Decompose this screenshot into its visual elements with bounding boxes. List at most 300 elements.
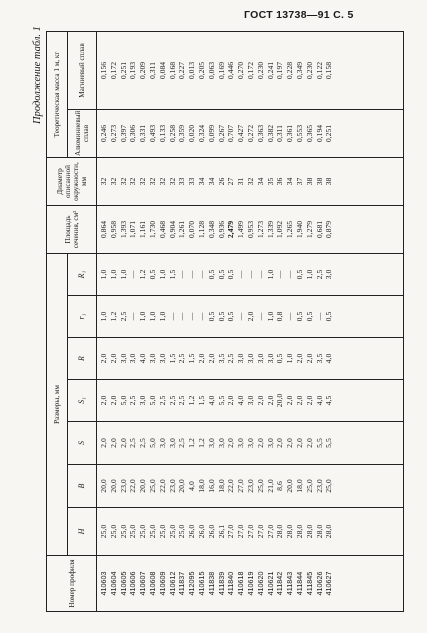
cell-r1-8: — [167,312,177,321]
cell-S-13: 3,0 [216,438,226,448]
table-body-row [97,31,404,611]
cell-alum-17: 0,363 [255,124,265,143]
header-group-mass: Теоретическая масса 1 м, кг [47,31,68,157]
cell-S-19: 2,0 [275,438,285,448]
cell-profile-23: 410626 [314,571,324,596]
header-B: B [68,465,97,508]
cell-R1-7: 1,0 [157,269,167,280]
cell-B-14: 22,0 [226,479,236,493]
cell-H-1: 25,0 [99,524,108,539]
cell-profile-11: 410615 [196,571,206,596]
cell-alum-12: 0,099 [206,124,216,143]
cell-diam-13: 26 [216,177,226,186]
cell-R1-13: 0,5 [216,269,226,280]
continuation-title: Продолжение табл. 1 [32,26,43,124]
cell-R-9: 2,5 [177,353,187,364]
cell-H-14: 27,0 [226,524,236,539]
cell-profile-1: 410603 [99,571,108,596]
cell-r1-23: — [314,312,324,321]
cell-r1-9: — [177,312,187,321]
cell-R-7: 3,0 [157,353,167,364]
column-magnesium [97,31,404,109]
cell-R1-11: — [196,270,206,279]
cell-B-21: 18,0 [294,479,304,493]
cell-alum-18: 0,382 [265,124,275,143]
cell-alum-14: 0,707 [226,124,236,143]
cell-S-4: 2,5 [128,438,138,448]
cell-mag-22: 0,230 [304,61,314,80]
cell-S1-15: 4,0 [236,395,246,406]
cell-R-3: 3,0 [118,353,128,364]
profile-table [46,31,404,612]
cell-H-5: 25,0 [138,524,148,539]
cell-S-23: 5,5 [314,438,324,448]
cell-r1-12: 0,5 [206,311,216,322]
cell-diam-21: 37 [294,177,304,186]
header-R: R [68,338,97,380]
cell-R1-22: 1,0 [304,269,314,280]
cell-R-10: 1,5 [187,353,197,364]
cell-S-1: 2,0 [99,438,108,448]
cell-area-19: 1,092 [275,220,285,239]
cell-H-13: 26,1 [216,524,226,539]
cell-R1-14: 0,5 [226,269,236,280]
cell-area-21: 1,940 [294,220,304,239]
cell-S1-9: 2,5 [177,395,187,406]
cell-H-24: 28,0 [324,524,334,539]
cell-alum-8: 0,258 [167,124,177,143]
cell-mag-3: 0,251 [118,61,128,80]
cell-diam-2: 32 [108,177,118,186]
cell-H-11: 26,0 [196,524,206,539]
cell-area-17: 1,273 [255,220,265,239]
cell-mag-2: 0,172 [108,61,118,80]
cell-S1-4: 2,5 [128,395,138,406]
cell-B-19: 8,6 [275,481,285,491]
cell-B-1: 20,0 [99,479,108,493]
cell-R1-21: 0,5 [294,269,304,280]
cell-S-20: 2,0 [285,438,295,448]
cell-R1-2: 1,0 [108,269,118,280]
header-S: S [68,422,97,465]
cell-mag-19: 0,197 [275,61,285,80]
header-aluminium: Алюминиевый сплав [68,110,97,158]
cell-S1-22: 2,0 [304,395,314,406]
cell-R-13: 3,5 [216,353,226,364]
cell-S-2: 2,0 [108,438,118,448]
cell-alum-23: 0,194 [314,124,324,143]
cell-profile-8: 410612 [167,571,177,596]
cell-B-12: 16,0 [206,479,216,493]
cell-r1-18: 1,0 [265,311,275,322]
cell-area-8: 0,904 [167,220,177,239]
cell-r1-7: 1,0 [157,311,167,322]
cell-H-20: 28,0 [285,524,295,539]
cell-R-15: 3,0 [236,353,246,364]
cell-R-6: 3,0 [147,353,157,364]
cell-area-20: 1,265 [285,220,295,239]
cell-S1-3: 5,0 [118,395,128,406]
cell-R-23: 3,5 [314,353,324,364]
cell-diam-12: 34 [206,177,216,186]
cell-S1-24: 4,5 [324,395,334,406]
cell-mag-11: 0,205 [196,61,206,80]
cell-R1-19: — [275,270,285,279]
cell-R1-20: — [285,270,295,279]
cell-S1-10: 1,2 [187,395,197,406]
cell-profile-22: 411845 [304,571,314,596]
cell-B-20: 20,0 [285,479,295,493]
cell-mag-23: 0,122 [314,61,324,80]
cell-mag-8: 0,168 [167,61,177,80]
cell-area-14: 2,479 [226,220,236,239]
cell-B-5: 20,0 [138,479,148,493]
cell-S-24: 5,5 [324,438,334,448]
cell-S-14: 2,0 [226,438,236,448]
cell-S-16: 3,0 [245,438,255,448]
cell-mag-4: 0,193 [128,61,138,80]
cell-S-6: 5,0 [147,438,157,448]
header-S1: S₁ [68,380,97,422]
cell-r1-14: 0,5 [226,311,236,322]
cell-profile-12: 411838 [206,571,216,596]
cell-alum-19: 0,311 [275,125,285,143]
cell-H-19: 28,0 [275,524,285,539]
cell-r1-17: — [255,312,265,321]
cell-area-10: 0,070 [187,220,197,239]
header-r1: r₁ [68,296,97,338]
column-aluminium [97,110,404,158]
cell-diam-22: 38 [304,177,314,186]
cell-S1-20: 2,0 [285,395,295,406]
column-B [97,465,404,508]
cell-area-18: 1,339 [265,220,275,239]
cell-alum-1: 0,246 [99,124,108,143]
header-R1: R₁ [68,254,97,296]
cell-r1-10: — [187,312,197,321]
cell-R1-23: 2,5 [314,269,324,280]
cell-B-7: 22,0 [157,479,167,493]
cell-mag-15: 0,270 [236,61,246,80]
cell-area-13: 0,936 [216,220,226,239]
cell-H-9: 25,0 [177,524,187,539]
cell-R-16: 3,0 [245,353,255,364]
column-S [97,422,404,465]
cell-B-18: 21,0 [265,479,275,493]
cell-S1-7: 2,5 [157,395,167,406]
cell-S-15: 3,0 [236,438,246,448]
header-H: H [68,508,97,556]
cell-area-11: 1,128 [196,220,206,239]
cell-R1-3: 1,0 [118,269,128,280]
cell-S-21: 2,0 [294,438,304,448]
cell-profile-9: 411837 [177,571,187,596]
cell-H-10: 26,0 [187,524,197,539]
column-area [97,206,404,254]
cell-profile-10: 412095 [187,571,197,596]
cell-S1-17: 2,0 [255,395,265,406]
cell-area-9: 1,261 [177,220,187,239]
cell-alum-21: 0,553 [294,124,304,143]
cell-r1-24: 0,5 [324,311,334,322]
cell-R1-9: — [177,270,187,279]
page-header: ГОСТ 13738—91 С. 5 [244,9,354,21]
cell-S-8: 3,0 [167,438,177,448]
cell-alum-13: 0,267 [216,124,226,143]
cell-S1-11: 1,5 [196,395,206,406]
cell-mag-18: 0,241 [265,61,275,80]
cell-S-5: 2,5 [138,438,148,448]
cell-r1-5: 1,0 [138,311,148,322]
cell-area-4: 1,071 [128,220,138,239]
cell-B-11: 18,0 [196,479,206,493]
cell-S-10: 1,2 [187,438,197,448]
cell-area-24: 0,879 [324,220,334,239]
cell-diam-11: 34 [196,177,206,186]
cell-S-3: 2,0 [118,438,128,448]
cell-profile-18: 410621 [265,571,275,596]
cell-alum-6: 0,493 [147,124,157,143]
cell-area-15: 1,499 [236,220,246,239]
cell-profile-5: 410607 [138,571,148,596]
cell-R-22: 2,0 [304,353,314,364]
header-magnesium: Магниевый сплав [68,31,97,109]
cell-S-22: 2,0 [304,438,314,448]
cell-S1-2: 2,0 [108,395,118,406]
column-diameter [97,158,404,206]
header-diameter: Диаметр описанной окружности, мм [47,158,97,206]
cell-area-5: 1,161 [138,220,148,239]
column-R1 [97,254,404,296]
cell-B-6: 25,0 [147,479,157,493]
cell-r1-22: 0,5 [304,311,314,322]
cell-R-5: 4,0 [138,353,148,364]
cell-H-15: 27,0 [236,524,246,539]
cell-S-7: 3,0 [157,438,167,448]
cell-profile-2: 410604 [108,571,118,596]
cell-profile-7: 410609 [157,571,167,596]
cell-area-23: 0,681 [314,220,324,239]
cell-profile-20: 411843 [285,571,295,596]
cell-R-4: 3,0 [128,353,138,364]
cell-R1-10: — [187,270,197,279]
cell-S-18: 3,0 [265,438,275,448]
cell-r1-19: 0,8 [275,311,285,322]
cell-alum-24: 0,251 [324,124,334,143]
cell-R-21: 2,0 [294,353,304,364]
cell-mag-17: 0,230 [255,61,265,80]
cell-r1-13: 0,5 [216,311,226,322]
cell-R-17: 3,0 [255,353,265,364]
cell-diam-9: 33 [177,177,187,186]
cell-mag-14: 0,446 [226,61,236,80]
cell-profile-14: 411840 [226,571,236,596]
cell-diam-23: 38 [314,177,324,186]
cell-diam-10: 33 [187,177,197,186]
column-H [97,508,404,556]
cell-S1-1: 2,0 [99,395,108,406]
cell-profile-15: 410618 [236,571,246,596]
cell-diam-7: 32 [157,177,167,186]
cell-diam-14: 27 [226,177,236,186]
cell-mag-13: 0,169 [216,61,226,80]
cell-S1-12: 4,0 [206,395,216,406]
cell-area-16: 0,953 [245,220,255,239]
cell-R1-24: 3,0 [324,269,334,280]
cell-S1-23: 4,0 [314,395,324,406]
cell-profile-19: 411842 [275,571,285,596]
cell-profile-13: 411839 [216,571,226,596]
cell-alum-2: 0,273 [108,124,118,143]
cell-R-14: 2,5 [226,353,236,364]
cell-S1-13: 5,5 [216,395,226,406]
cell-B-15: 27,0 [236,479,246,493]
cell-alum-10: 0,020 [187,124,197,143]
cell-mag-6: 0,311 [147,61,157,79]
cell-mag-21: 0,349 [294,61,304,80]
cell-diam-5: 32 [138,177,148,186]
cell-profile-21: 411844 [294,571,304,596]
cell-diam-19: 36 [275,177,285,186]
cell-H-18: 27,0 [265,524,275,539]
cell-diam-24: 38 [324,177,334,186]
cell-profile-3: 410605 [118,571,128,596]
cell-S-17: 2,0 [255,438,265,448]
cell-mag-5: 0,209 [138,61,148,80]
cell-r1-3: 2,5 [118,311,128,322]
cell-diam-1: 32 [99,177,108,186]
cell-diam-18: 35 [265,177,275,186]
cell-H-22: 28,0 [304,524,314,539]
cell-diam-17: 34 [255,177,265,186]
cell-S-9: 2,5 [177,438,187,448]
cell-R-8: 1,5 [167,353,177,364]
cell-S1-19: 20,0 [275,393,285,408]
cell-R1-8: 1,5 [167,269,177,280]
cell-diam-3: 32 [118,177,128,186]
cell-alum-11: 0,324 [196,124,206,143]
cell-mag-16: 0,172 [245,61,255,80]
column-profile [97,556,404,612]
cell-mag-10: 0,013 [187,61,197,80]
cell-B-8: 23,0 [167,479,177,493]
cell-r1-15: — [236,312,246,321]
cell-H-6: 25,0 [147,524,157,539]
column-R [97,338,404,380]
cell-H-3: 25,0 [118,524,128,539]
cell-profile-17: 410620 [255,571,265,596]
cell-area-2: 0,958 [108,220,118,239]
cell-R-20: 1,0 [285,353,295,364]
cell-area-6: 1,730 [147,220,157,239]
cell-B-2: 20,0 [108,479,118,493]
cell-diam-6: 32 [147,177,157,186]
cell-r1-21: 0,5 [294,311,304,322]
cell-r1-2: 1,2 [108,311,118,322]
cell-diam-8: 32 [167,177,177,186]
cell-R1-6: 0,5 [147,269,157,280]
cell-R1-17: — [255,270,265,279]
cell-S1-6: 5,0 [147,395,157,406]
cell-S1-8: 2,5 [167,395,177,406]
cell-S1-18: 2,0 [265,395,275,406]
cell-H-16: 27,0 [245,524,255,539]
cell-r1-4: — [128,312,138,321]
cell-alum-22: 0,365 [304,124,314,143]
cell-H-7: 25,0 [157,524,167,539]
cell-r1-20: — [285,312,295,321]
cell-profile-24: 410627 [324,571,334,596]
cell-B-22: 25,0 [304,479,314,493]
cell-H-8: 25,0 [167,524,177,539]
cell-r1-11: — [196,312,206,321]
cell-R1-4: — [128,270,138,279]
cell-alum-4: 0,306 [128,124,138,143]
cell-R1-5: 1,2 [138,269,148,280]
cell-B-16: 23,0 [245,479,255,493]
cell-S1-21: 2,0 [294,395,304,406]
cell-mag-7: 0,084 [157,61,167,80]
cell-H-12: 26,0 [206,524,216,539]
cell-B-3: 23,0 [118,479,128,493]
cell-B-24: 25,0 [324,479,334,493]
cell-B-4: 22,0 [128,479,138,493]
cell-R1-1: 1,0 [99,269,108,280]
cell-B-13: 18,0 [216,479,226,493]
cell-alum-7: 0,133 [157,124,167,143]
cell-R-1: 2,0 [99,353,108,364]
column-r1 [97,296,404,338]
cell-B-9: 20,0 [177,479,187,493]
cell-mag-1: 0,156 [99,61,108,80]
cell-B-23: 23,0 [314,479,324,493]
cell-alum-16: 0,272 [245,124,255,143]
cell-R-18: 3,0 [265,353,275,364]
cell-mag-9: 0,227 [177,61,187,80]
cell-mag-12: 0,063 [206,61,216,80]
cell-area-22: 1,279 [304,220,314,239]
header-area: Площадь сечения, см² [47,206,97,254]
cell-S1-14: 2,0 [226,395,236,406]
cell-r1-16: 2,0 [245,311,255,322]
cell-S1-5: 3,0 [138,395,148,406]
cell-H-21: 28,0 [294,524,304,539]
cell-alum-5: 0,331 [138,124,148,143]
cell-alum-20: 0,361 [285,124,295,143]
cell-H-4: 25,0 [128,524,138,539]
cell-H-23: 28,0 [314,524,324,539]
cell-profile-6: 410608 [147,571,157,596]
cell-profile-16: 410619 [245,571,255,596]
cell-R-24: 4,0 [324,353,334,364]
cell-diam-16: 32 [245,177,255,186]
cell-profile-4: 410606 [128,571,138,596]
header-group-sizes: Размеры, мм [47,254,68,556]
cell-mag-20: 0,228 [285,61,295,80]
cell-R-2: 2,0 [108,353,118,364]
cell-R1-18: 1,0 [265,269,275,280]
cell-R-11: 2,0 [196,353,206,364]
cell-R1-16: — [245,270,255,279]
cell-B-10: 4,0 [187,481,197,491]
cell-area-7: 0,468 [157,220,167,239]
cell-alum-15: 0,427 [236,124,246,143]
cell-H-17: 27,0 [255,524,265,539]
cell-area-3: 1,393 [118,220,128,239]
cell-R-19: 0,5 [275,353,285,364]
column-S1 [97,380,404,422]
cell-r1-6: 1,0 [147,311,157,322]
